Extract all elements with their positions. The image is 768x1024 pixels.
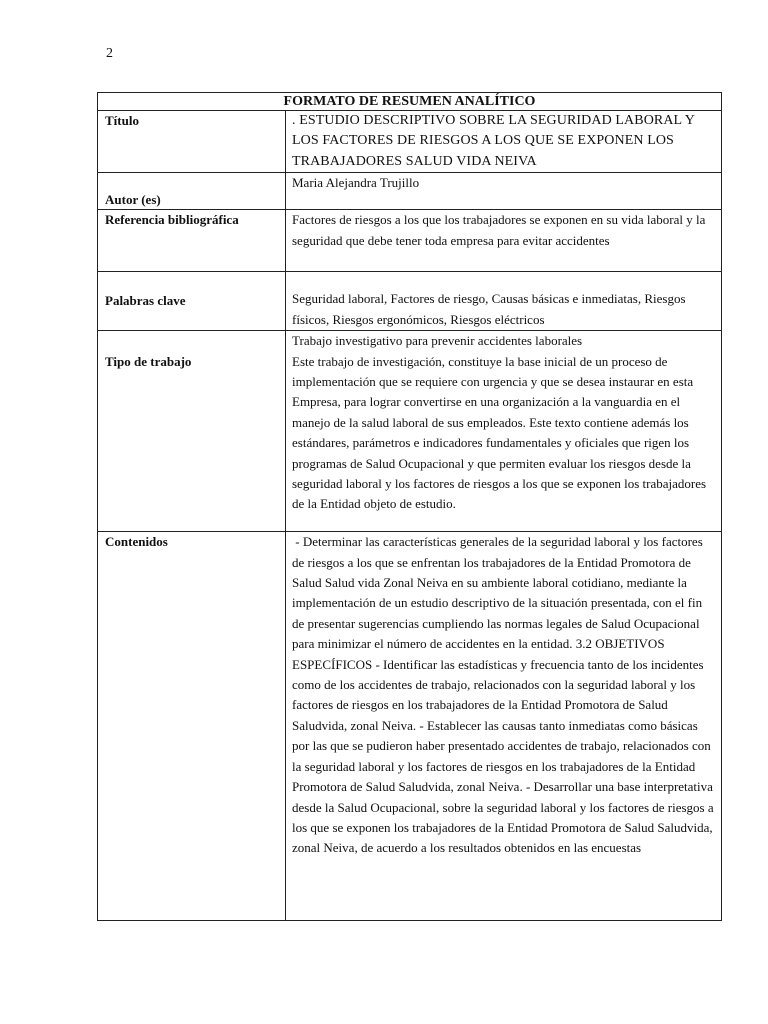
title-value: . ESTUDIO DESCRIPTIVO SOBRE LA SEGURIDAD LABORAL Y LOS FACTORES DE RIESGOS A LOS QUE SE EXPONEN LOS TRABAJADORES SALUD VIDA NEIVA <box>286 111 722 173</box>
table-header-row <box>98 93 722 111</box>
table-row <box>98 173 722 210</box>
keywords-value: Seguridad laboral, Factores de riesgo, Causas básicas e inmediatas, Riesgos físicos, Riesgos ergonómicos, Riesgos eléctricos <box>286 272 722 331</box>
keywords-label: Palabras clave <box>98 272 286 331</box>
page-number: 2 <box>106 46 113 61</box>
form-title: FORMATO DE RESUMEN ANALÍTICO <box>98 93 722 111</box>
work-type-summary: Trabajo investigativo para prevenir accidentes laborales <box>292 333 583 349</box>
analytic-summary-table <box>97 92 722 921</box>
work-type-value <box>286 331 722 532</box>
author-label: Autor (es) <box>98 173 286 210</box>
table-row <box>98 111 722 173</box>
title-label: Título <box>98 111 286 173</box>
author-value: Maria Alejandra Trujillo <box>286 173 722 210</box>
table-row <box>98 532 722 921</box>
table-row <box>98 331 722 532</box>
reference-label: Referencia bibliográfica <box>98 210 286 272</box>
contents-label: Contenidos <box>98 532 286 921</box>
table-row <box>98 210 722 272</box>
table-row <box>98 272 722 331</box>
work-type-label: Tipo de trabajo <box>98 331 286 532</box>
contents-value: - Determinar las características generales de la seguridad laboral y los factores de riesgos a los que se enfrentan los trabajadores de la Entidad Promotora de Salud Salud vida Zonal Neiva en su ambiente laboral cotidiano, mediante la implementación de un estudio descriptivo de la situación presentada, con el fin de presentar sugerencias cumpliendo las normas legales de Salud Ocupacional para minimizar el número de accidentes en la entidad. 3.2 OBJETIVOS ESPECÍFICOS - Identificar las estadísticas y frecuencia tanto de los incidentes como de los accidentes de trabajo, relacionados con la seguridad laboral y los factores de riesgos en los trabajadores de la Entidad Promotora de Salud Saludvida, zonal Neiva. - Establecer las causas tanto inmediatas como básicas por las que se pudieron haber presentado accidentes de trabajo, relacionados con la seguridad laboral y los factores de riesgos en los trabajadores de la Entidad Promotora de Salud Saludvida, zonal Neiva. - Desarrollar una base interpretativa desde la Salud Ocupacional, sobre la seguridad laboral y los factores de riesgos a los que se exponen los trabajadores de la Entidad Promotora de Salud Saludvida, zonal Neiva, de acuerdo a los resultados obtenidos en las encuestas <box>286 532 722 921</box>
reference-value: Factores de riesgos a los que los trabajadores se exponen en su vida laboral y la seguridad que debe tener toda empresa para evitar accidentes <box>286 210 722 272</box>
work-type-description: Este trabajo de investigación, constituye la base inicial de un proceso de implementación que se requiere con urgencia y que se desea instaurar en esta Empresa, para lograr convertirse en una organización a la vanguardia en el manejo de la salud laboral de sus empleados. Este texto contiene además los estándares, parámetros e indicadores fundamentales y oficiales que rigen los programas de Salud Ocupacional y que permiten evaluar los riesgos desde la seguridad laboral y los factores de riesgos a los que se exponen los trabajadores de la Entidad objeto de estudio. <box>292 353 707 512</box>
